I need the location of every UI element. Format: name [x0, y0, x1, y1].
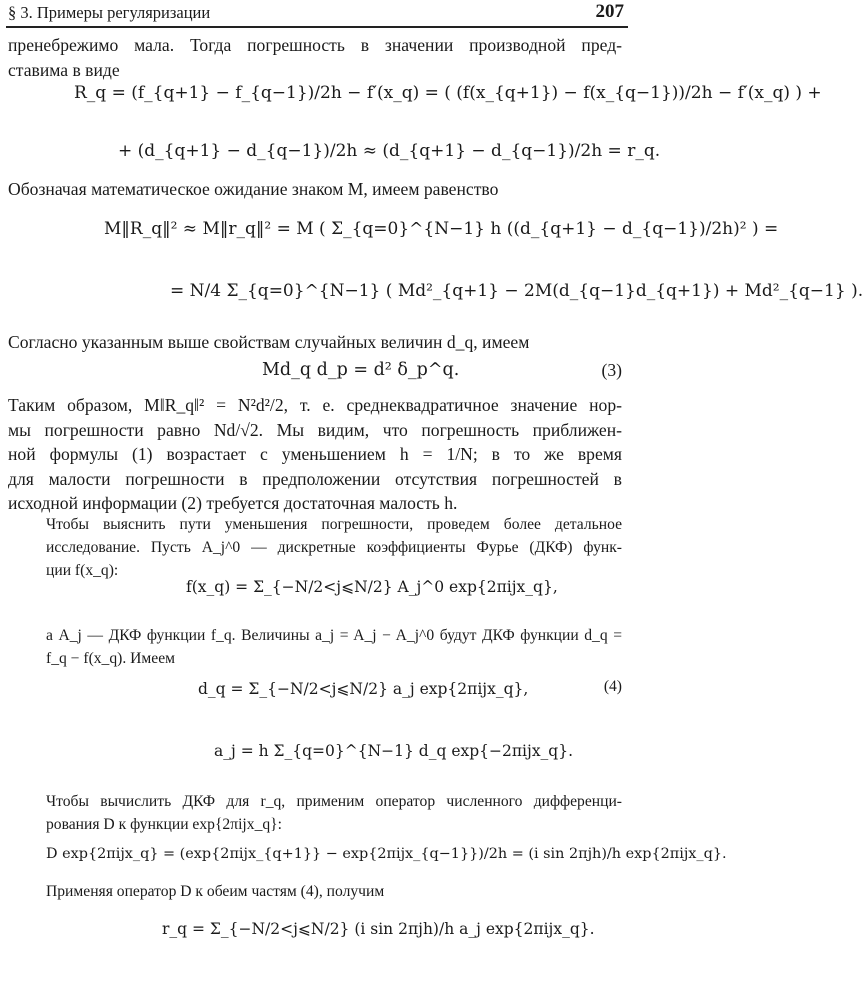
paragraph-3 — [8, 330, 622, 355]
text-line: f_q − f(x_q). Имеем — [46, 650, 175, 668]
running-header-section: § 3. Примеры регуляризации — [8, 3, 211, 22]
equation-number-4: (4) — [603, 678, 622, 695]
text-line: Чтобы вычислить ДКФ для r_q, применим оператор численного дифференци- — [46, 793, 622, 810]
text-line: ции f(x_q): — [46, 562, 119, 580]
equation-3: Md_q d_p = d² δ_p^q. — [262, 360, 460, 380]
paragraph-1 — [8, 33, 622, 82]
text-line: мы погрешности равно Nd/√2. Мы видим, что погрешность приближен- — [8, 419, 622, 440]
text-line: исходной информации (2) требуется достаточная малость h. — [8, 493, 458, 514]
text-line: для малости погрешности в предположении отсутствия погрешностей в — [8, 468, 622, 489]
equation-number-3: (3) — [601, 360, 622, 380]
text-line: Обозначая математическое ожидание знаком M, имеем равенство — [8, 179, 499, 199]
text-line: ной формулы (1) возрастает с уменьшением h = 1/N; в то же время — [8, 444, 622, 465]
equation-rq-dkf: r_q = Σ_{−N/2<j⩽N/2} (i sin 2πjh)/h a_j exp{2πijx_q}. — [162, 920, 595, 938]
equation-f-dkf: f(x_q) = Σ_{−N/2<j⩽N/2} A_j^0 exp{2πijx_q}, — [186, 578, 558, 596]
paragraph-2 — [8, 177, 622, 202]
equation-4-line2: a_j = h Σ_{q=0}^{N−1} d_q exp{−2πijx_q}. — [214, 742, 574, 760]
text-line: Согласно указанным выше свойствам случайных величин d_q, имеем — [8, 332, 530, 352]
equation-d-operator: D exp{2πijx_q} = (exp{2πijx_{q+1}} − exp{2πijx_{q−1}})/2h = (i sin 2πjh)/h exp{2πijx_q}. — [46, 846, 727, 862]
text-line: пренебрежимо мала. Тогда погрешность в значении производной пред- — [8, 35, 622, 55]
equation-m-line1: M‖R_q‖² ≈ M‖r_q‖² = M ( Σ_{q=0}^{N−1} h ((d_{q+1} − d_{q−1})/2h)² ) = — [104, 219, 779, 239]
text-line: ставима в виде — [8, 59, 120, 80]
paragraph-8 — [46, 880, 622, 903]
text-line: а A_j — ДКФ функции f_q. Величины a_j = A_j − A_j^0 будут ДКФ функции d_q = — [46, 627, 622, 644]
paragraph-4 — [8, 393, 622, 516]
paragraph-7 — [46, 790, 622, 836]
equation-rq-line1: R_q = (f_{q+1} − f_{q−1})/2h − f′(x_q) = ( (f(x_{q+1}) − f(x_{q−1}))/2h − f′(x_q) ) + — [74, 83, 822, 103]
page-number: 207 — [595, 1, 624, 22]
equation-rq-line2: + (d_{q+1} − d_{q−1})/2h ≈ (d_{q+1} − d_{q−1})/2h = r_q. — [118, 141, 661, 161]
equation-m-line2: = N/4 Σ_{q=0}^{N−1} ( Md²_{q+1} − 2M(d_{q−1}d_{q+1}) + Md²_{q−1} ). — [170, 281, 863, 301]
equation-4-line1: d_q = Σ_{−N/2<j⩽N/2} a_j exp{2πijx_q}, — [198, 680, 529, 698]
header-rule — [6, 26, 628, 28]
text-line: Чтобы выяснить пути уменьшения погрешности, проведем более детальное — [46, 516, 622, 533]
paragraph-5 — [46, 513, 622, 583]
text-line: Применяя оператор D к обеим частям (4), получим — [46, 883, 385, 900]
text-line: рования D к функции exp{2πijx_q}: — [46, 816, 282, 834]
paragraph-6 — [46, 624, 622, 670]
text-line: Таким образом, M‖R_q‖² = N²d²/2, т. е. среднеквадратичное значение нор- — [8, 395, 622, 415]
text-line: исследование. Пусть A_j^0 — дискретные коэффициенты Фурье (ДКФ) функ- — [46, 539, 622, 557]
